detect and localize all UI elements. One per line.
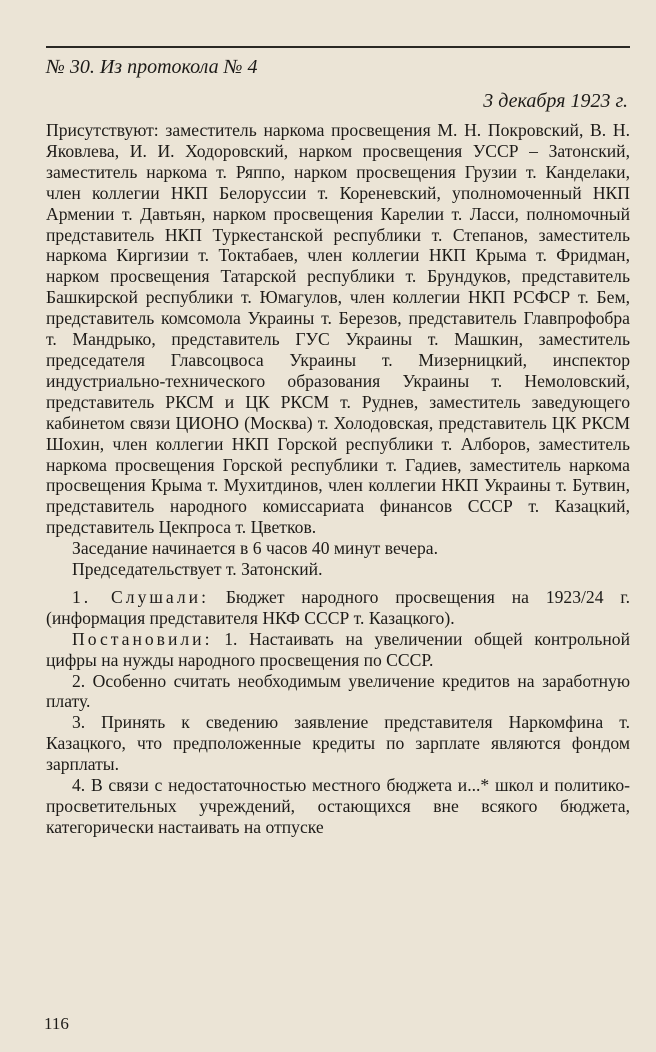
chair-paragraph: Председательствует т. Затонский. bbox=[72, 559, 323, 580]
resolved-paragraph bbox=[46, 629, 630, 671]
resolved-label: Постановили: bbox=[72, 628, 213, 649]
document-date: 3 декабря 1923 г. bbox=[483, 90, 628, 112]
attendees-paragraph: Присутствуют: заместитель наркома просвещения М. Н. Покровский, В. Н. Яковлева, И. И. Ходоровский, нарком просвещения УССР – Затонский, заместитель наркома т. Ряппо, нарком просвещения Грузии т. Канделаки, член коллегии НКП Белоруссии т. Кореневский, уполномоченный НКП Армении т. Давтьян, нарком просвещения Карелии т. Ласси, полномочный представитель НКП Туркестанской республики т. Степанов, заместитель наркома Киргизии т. Токтабаев, член коллегии НКП Крыма т. Фридман, нарком просвещения Татарской республики т. Брундуков, представитель Башкирской республики т. Юмагулов, член коллегии НКП РСФСР т. Бем, представитель комсомола Украины т. Березов, представитель Главпрофобра т. Мандрыко, представитель ГУС Украины т. Машкин, заместитель председателя Главсоцвоса Украины т. Мизерницкий, инспектор индустриально-технического образования Украины т. Немоловский, представитель РКСМ и ЦК РКСМ т. Руднев, заместитель заведующего кабинетом связи ЦИОНО (Москва) т. Холодовская, представитель ЦК РКСМ Шохин, член коллегии НКП Горской республики т. Алборов, заместитель наркома просвещения Горской республики т. Гадиев, заместитель наркома просвещения Крыма т. Мухитдинов, член коллегии НКП Украины т. Бутвин, представитель народного комиссариата финансов СССР т. Казацкий, представитель Цекпроса т. Цветков. bbox=[46, 120, 630, 538]
resolution-2: 2. Особенно считать необходимым увеличение кредитов на заработную плату. bbox=[46, 670, 630, 712]
page-number: 116 bbox=[44, 1014, 69, 1033]
item1-text: Бюджет народного просвещения на 1923/24 г. (информация представителя НКФ СССР т. Казацкого). bbox=[46, 586, 630, 628]
item1-paragraph bbox=[46, 587, 630, 629]
resolution-3: 3. Принять к сведению заявление представителя Наркомфина т. Казацкого, что предположенные кредиты по зарплате являются фондом зарплаты. bbox=[46, 712, 630, 775]
document-body bbox=[46, 120, 630, 838]
opening-paragraph: Заседание начинается в 6 часов 40 минут вечера. bbox=[72, 538, 438, 559]
document-title: № 30. Из протокола № 4 bbox=[46, 56, 258, 78]
resolution-4: 4. В связи с недостаточностью местного бюджета и...* школ и политико-просветительных учреждений, остающихся вне всякого бюджета, категорически настаивать на отпуске bbox=[46, 775, 630, 837]
item1-label: 1. Слушали: bbox=[72, 586, 209, 607]
top-rule bbox=[46, 46, 630, 48]
resolved-text: 1. Настаивать на увеличении общей контрольной цифры на нужды народного просвещения по СССР. bbox=[46, 628, 630, 670]
